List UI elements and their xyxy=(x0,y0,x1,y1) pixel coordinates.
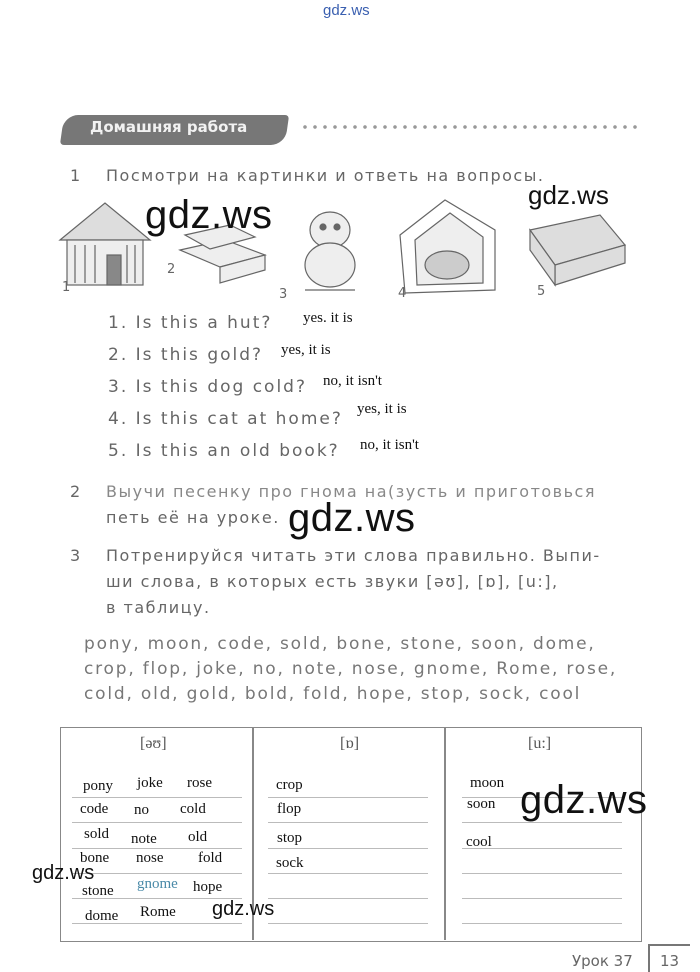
answer-1: yes. it is xyxy=(303,310,353,326)
table-divider-2 xyxy=(444,727,446,940)
picture-number-5: 5 xyxy=(537,284,546,299)
table-rule xyxy=(268,923,428,924)
table-word: note xyxy=(131,831,157,847)
answer-3: no, it isn't xyxy=(323,373,382,389)
table-rule xyxy=(268,898,428,899)
watermark-overlay-5: gdz.ws xyxy=(32,862,95,884)
table-rule xyxy=(462,873,622,874)
word-list-line-2: crop, flop, joke, no, note, nose, gnome, Rome, rose, xyxy=(84,659,618,679)
exercise-3-line-1: Потренируйся читать эти слова правильно. Выпи- xyxy=(106,546,601,565)
table-rule xyxy=(72,797,242,798)
table-rule xyxy=(268,873,428,874)
exercise-1-number: 1 xyxy=(70,166,81,185)
table-rule xyxy=(72,822,242,823)
table-rule xyxy=(72,848,242,849)
exercise-2-line-2: петь её на уроке. xyxy=(106,508,280,527)
table-word: joke xyxy=(137,775,163,791)
dog-picture xyxy=(305,212,355,290)
picture-number-1: 1 xyxy=(62,280,71,295)
table-word: sold xyxy=(84,826,110,842)
table-header-u: [u:] xyxy=(528,735,552,752)
answer-5: no, it isn't xyxy=(360,437,419,453)
exercise-3-number: 3 xyxy=(70,546,81,565)
table-word: Rome xyxy=(140,904,176,920)
table-word: crop xyxy=(276,777,303,793)
dotted-divider xyxy=(300,122,640,132)
exercise-2-line-1: Выучи песенку про гнома на(зусть и приготовься xyxy=(106,482,596,501)
exercise-2-number: 2 xyxy=(70,482,81,501)
question-1: 1. Is this a hut? xyxy=(108,313,273,333)
watermark-overlay-4: gdz.ws xyxy=(520,778,648,822)
watermark-overlay-2: gdz.ws xyxy=(528,180,609,210)
question-2: 2. Is this gold? xyxy=(108,345,264,365)
table-word: bone xyxy=(80,850,110,866)
table-word: stop xyxy=(277,830,303,846)
picture-number-2: 2 xyxy=(167,262,176,277)
hut-picture xyxy=(60,203,150,285)
watermark-overlay-6: gdz.ws xyxy=(212,898,275,920)
answer-4: yes, it is xyxy=(357,401,407,417)
answer-2: yes, it is xyxy=(281,342,331,358)
table-rule xyxy=(462,898,622,899)
exercise-3-line-2: ши слова, в которых есть звуки [əʊ], [ɒ], [u:], xyxy=(106,572,559,591)
table-rule xyxy=(462,923,622,924)
table-word: nose xyxy=(136,850,164,866)
table-word: cool xyxy=(466,834,492,850)
picture-number-3: 3 xyxy=(279,287,288,302)
word-list-line-3: cold, old, gold, bold, fold, hope, stop, sock, cool xyxy=(84,684,582,704)
table-word: old xyxy=(188,829,208,845)
question-3: 3. Is this dog cold? xyxy=(108,377,307,397)
exercise-1-pictures xyxy=(55,195,645,305)
exercise-1-instruction: Посмотри на картинки и ответь на вопросы. xyxy=(106,166,545,185)
table-word: no xyxy=(134,802,149,818)
table-word: moon xyxy=(470,775,505,791)
question-4: 4. Is this cat at home? xyxy=(108,409,343,429)
table-word: fold xyxy=(198,850,223,866)
table-word: hope xyxy=(193,879,223,895)
table-word: sock xyxy=(276,855,304,871)
page-number: 13 xyxy=(660,952,680,970)
table-word: rose xyxy=(187,775,212,791)
watermark-overlay-3: gdz.ws xyxy=(288,496,416,540)
table-rule xyxy=(72,873,242,874)
picture-number-4: 4 xyxy=(398,286,407,301)
table-rule xyxy=(268,797,428,798)
watermark-overlay-1: gdz.ws xyxy=(145,193,273,237)
table-rule xyxy=(268,822,428,823)
table-rule xyxy=(268,848,428,849)
exercise-3-line-3: в таблицу. xyxy=(106,598,211,617)
table-header-o: [ɒ] xyxy=(340,735,360,752)
table-word: pony xyxy=(83,778,113,794)
table-header-ou: [əʊ] xyxy=(140,735,167,752)
word-list-line-1: pony, moon, code, sold, bone, stone, soon, dome, xyxy=(84,634,596,654)
table-word: soon xyxy=(467,796,496,812)
question-5: 5. Is this an old book? xyxy=(108,441,340,461)
homework-title: Домашняя работа xyxy=(90,118,248,136)
table-word: code xyxy=(80,801,109,817)
cat-in-house-picture xyxy=(400,200,495,293)
table-word: gnome xyxy=(137,876,178,892)
table-word: cold xyxy=(180,801,206,817)
lesson-label: Урок 37 xyxy=(572,952,633,970)
old-book-picture xyxy=(530,215,625,285)
table-word: stone xyxy=(82,883,114,899)
watermark-top: gdz.ws xyxy=(323,2,370,19)
table-word: flop xyxy=(277,801,302,817)
table-word: dome xyxy=(85,908,119,924)
